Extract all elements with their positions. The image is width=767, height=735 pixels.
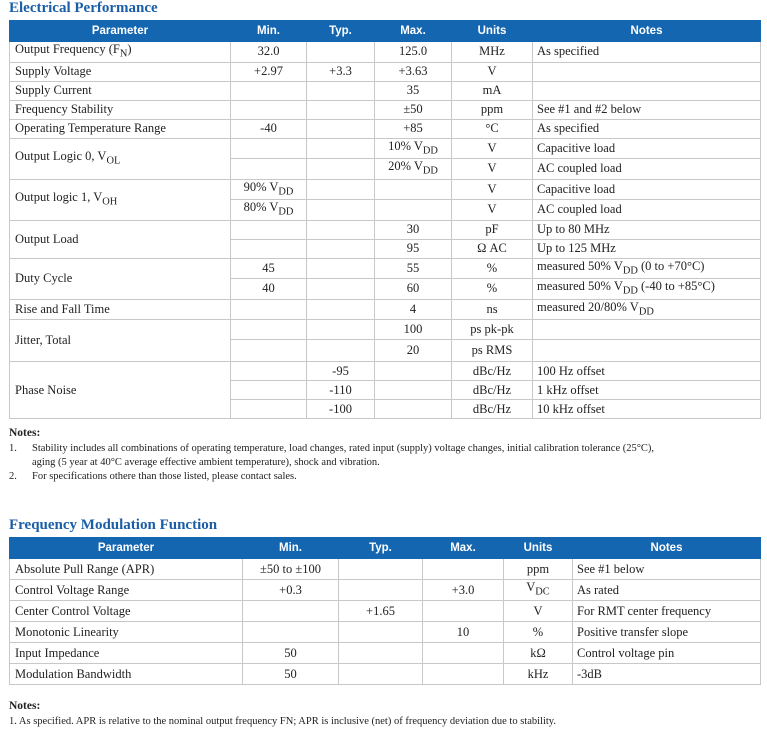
typ-cell xyxy=(307,81,375,100)
notes-cell: measured 50% $V_{DD}$ (0 to +70°C) xyxy=(533,258,761,279)
table-row xyxy=(10,664,761,685)
notes-cell: For RMT center frequency xyxy=(573,601,761,622)
table-row xyxy=(10,580,761,601)
units-cell: dBc/Hz xyxy=(452,381,533,400)
frequency-modulation-table xyxy=(9,537,761,685)
units-cell: ns xyxy=(452,299,533,320)
max-cell: 20% $V_{DD}$ xyxy=(375,159,452,180)
units-cell: V xyxy=(452,179,533,200)
max-cell: 55 xyxy=(375,258,452,279)
typ-cell xyxy=(307,258,375,279)
typ-cell xyxy=(307,159,375,180)
units-cell: Ω AC xyxy=(452,239,533,258)
typ-cell xyxy=(307,42,375,63)
header-units: Units xyxy=(504,538,573,559)
max-cell: 20 xyxy=(375,340,452,362)
max-cell: ±50 xyxy=(375,100,452,119)
note-number: 2. xyxy=(9,471,17,482)
typ-cell xyxy=(307,320,375,340)
units-cell: dBc/Hz xyxy=(452,362,533,381)
max-cell xyxy=(375,400,452,419)
header-parameter: Parameter xyxy=(10,538,243,559)
min-cell: 40 xyxy=(231,279,307,300)
min-cell: +2.97 xyxy=(231,62,307,81)
notes-cell: See #1 below xyxy=(573,559,761,580)
max-cell: 60 xyxy=(375,279,452,300)
table-row xyxy=(10,622,761,643)
typ-cell xyxy=(307,200,375,221)
header-parameter: Parameter xyxy=(10,21,231,42)
typ-cell xyxy=(307,100,375,119)
typ-cell xyxy=(307,299,375,320)
notes-heading: Notes: xyxy=(9,427,41,439)
header-typ: Typ. xyxy=(339,538,423,559)
typ-cell xyxy=(339,559,423,580)
table-row xyxy=(10,81,761,100)
param-cell: Phase Noise xyxy=(10,362,231,419)
max-cell: 95 xyxy=(375,239,452,258)
notes-cell: Capacitive load xyxy=(533,179,761,200)
units-cell: % xyxy=(452,279,533,300)
notes-cell: Control voltage pin xyxy=(573,643,761,664)
table-header-row xyxy=(10,538,761,559)
units-cell: kHz xyxy=(504,664,573,685)
notes-cell: 10 kHz offset xyxy=(533,400,761,419)
max-cell: 10 xyxy=(423,622,504,643)
min-cell xyxy=(231,239,307,258)
min-cell: 50 xyxy=(243,664,339,685)
typ-cell xyxy=(307,340,375,362)
typ-cell: -100 xyxy=(307,400,375,419)
max-cell: 100 xyxy=(375,320,452,340)
notes-heading: Notes: xyxy=(9,700,41,712)
header-notes: Notes xyxy=(573,538,761,559)
notes-cell: Up to 80 MHz xyxy=(533,220,761,239)
min-cell xyxy=(231,138,307,159)
max-cell: 30 xyxy=(375,220,452,239)
table-row xyxy=(10,559,761,580)
units-cell: V xyxy=(452,159,533,180)
header-units: Units xyxy=(452,21,533,42)
min-cell xyxy=(243,601,339,622)
units-cell: pF xyxy=(452,220,533,239)
table-row xyxy=(10,601,761,622)
max-cell: 125.0 xyxy=(375,42,452,63)
table-row xyxy=(10,362,761,381)
units-cell: V xyxy=(452,62,533,81)
min-cell xyxy=(243,622,339,643)
note-text: 1. As specified. APR is relative to the nominal output frequency FN; APR is inclusive (net) of frequency deviation due to stability. xyxy=(9,716,556,727)
table-row xyxy=(10,299,761,320)
param-cell: Rise and Fall Time xyxy=(10,299,231,320)
param-cell: Modulation Bandwidth xyxy=(10,664,243,685)
max-cell xyxy=(423,643,504,664)
notes-cell: See #1 and #2 below xyxy=(533,100,761,119)
header-min: Min. xyxy=(231,21,307,42)
notes-cell: As rated xyxy=(573,580,761,601)
max-cell xyxy=(375,381,452,400)
electrical-performance-title: Electrical Performance xyxy=(9,0,158,16)
header-max: Max. xyxy=(375,21,452,42)
param-cell: Output Load xyxy=(10,220,231,258)
min-cell xyxy=(231,100,307,119)
param-cell: Frequency Stability xyxy=(10,100,231,119)
max-cell xyxy=(375,200,452,221)
table-row xyxy=(10,62,761,81)
param-cell: Monotonic Linearity xyxy=(10,622,243,643)
min-cell xyxy=(231,340,307,362)
typ-cell xyxy=(307,179,375,200)
note-text: Stability includes all combinations of operating temperature, load changes, rated input (supply) voltage changes, initial calibration tolerance (25°C), xyxy=(32,443,655,454)
max-cell xyxy=(423,664,504,685)
units-cell: % xyxy=(452,258,533,279)
min-cell: 32.0 xyxy=(231,42,307,63)
param-cell: Control Voltage Range xyxy=(10,580,243,601)
table-row xyxy=(10,220,761,239)
param-cell: Input Impedance xyxy=(10,643,243,664)
max-cell xyxy=(375,179,452,200)
typ-cell: +3.3 xyxy=(307,62,375,81)
notes-cell: measured 50% $V_{DD}$ (-40 to +85°C) xyxy=(533,279,761,300)
param-cell: Absolute Pull Range (APR) xyxy=(10,559,243,580)
param-cell: Center Control Voltage xyxy=(10,601,243,622)
max-cell: +3.0 xyxy=(423,580,504,601)
notes-cell: As specified xyxy=(533,119,761,138)
header-notes: Notes xyxy=(533,21,761,42)
typ-cell: -95 xyxy=(307,362,375,381)
table-row xyxy=(10,258,761,279)
param-cell: Output logic 1, $V_{OH}$ xyxy=(10,179,231,220)
units-cell: V xyxy=(504,601,573,622)
typ-cell xyxy=(339,580,423,601)
electrical-performance-table xyxy=(9,20,761,419)
notes-cell xyxy=(533,81,761,100)
typ-cell xyxy=(339,643,423,664)
units-cell: MHz xyxy=(452,42,533,63)
units-cell: ps RMS xyxy=(452,340,533,362)
typ-cell xyxy=(307,239,375,258)
typ-cell: -110 xyxy=(307,381,375,400)
header-typ: Typ. xyxy=(307,21,375,42)
units-cell: ps pk-pk xyxy=(452,320,533,340)
min-cell: 90% $V_{DD}$ xyxy=(231,179,307,200)
notes-cell: -3dB xyxy=(573,664,761,685)
typ-cell xyxy=(307,119,375,138)
table-row xyxy=(10,138,761,159)
notes-cell: Positive transfer slope xyxy=(573,622,761,643)
notes-cell xyxy=(533,62,761,81)
notes-cell: Up to 125 MHz xyxy=(533,239,761,258)
units-cell: kΩ xyxy=(504,643,573,664)
min-cell xyxy=(231,381,307,400)
param-cell: Supply Current xyxy=(10,81,231,100)
min-cell: 80% $V_{DD}$ xyxy=(231,200,307,221)
table-row xyxy=(10,119,761,138)
units-cell: ppm xyxy=(452,100,533,119)
max-cell: 35 xyxy=(375,81,452,100)
units-cell: ppm xyxy=(504,559,573,580)
notes-cell: 100 Hz offset xyxy=(533,362,761,381)
units-cell: dBc/Hz xyxy=(452,400,533,419)
max-cell: 10% $V_{DD}$ xyxy=(375,138,452,159)
notes-cell: AC coupled load xyxy=(533,200,761,221)
min-cell xyxy=(231,159,307,180)
max-cell xyxy=(423,559,504,580)
min-cell xyxy=(231,362,307,381)
note-number: 1. xyxy=(9,443,17,454)
param-cell: Output Logic 0, $V_{OL}$ xyxy=(10,138,231,179)
param-cell: Output Frequency $(F_N)$ xyxy=(10,42,231,63)
max-cell: 4 xyxy=(375,299,452,320)
units-cell: °C xyxy=(452,119,533,138)
note-text: For specifications othere than those listed, please contact sales. xyxy=(32,471,297,482)
notes-cell: As specified xyxy=(533,42,761,63)
min-cell xyxy=(231,299,307,320)
min-cell xyxy=(231,220,307,239)
header-max: Max. xyxy=(423,538,504,559)
max-cell xyxy=(423,601,504,622)
min-cell: 45 xyxy=(231,258,307,279)
param-cell: Jitter, Total xyxy=(10,320,231,362)
param-cell: Operating Temperature Range xyxy=(10,119,231,138)
param-cell: Duty Cycle xyxy=(10,258,231,299)
table-row xyxy=(10,100,761,119)
min-cell xyxy=(231,400,307,419)
min-cell: 50 xyxy=(243,643,339,664)
table-row xyxy=(10,42,761,63)
max-cell xyxy=(375,362,452,381)
units-cell: V xyxy=(452,138,533,159)
units-cell: % xyxy=(504,622,573,643)
min-cell xyxy=(231,320,307,340)
units-cell: $V_{DC}$ xyxy=(504,580,573,601)
units-cell: mA xyxy=(452,81,533,100)
notes-cell xyxy=(533,320,761,340)
max-cell: +3.63 xyxy=(375,62,452,81)
notes-cell: AC coupled load xyxy=(533,159,761,180)
notes-cell: Capacitive load xyxy=(533,138,761,159)
units-cell: V xyxy=(452,200,533,221)
table-row xyxy=(10,643,761,664)
typ-cell xyxy=(339,622,423,643)
typ-cell xyxy=(307,138,375,159)
min-cell xyxy=(231,81,307,100)
notes-cell: measured 20/80% $V_{DD}$ xyxy=(533,299,761,320)
min-cell: ±50 to ±100 xyxy=(243,559,339,580)
typ-cell xyxy=(307,220,375,239)
typ-cell: +1.65 xyxy=(339,601,423,622)
note-text: aging (5 year at 40°C average effective ambient temperature), shock and vibration. xyxy=(32,457,380,468)
table-row xyxy=(10,179,761,200)
typ-cell xyxy=(339,664,423,685)
table-row xyxy=(10,320,761,340)
typ-cell xyxy=(307,279,375,300)
max-cell: +85 xyxy=(375,119,452,138)
notes-cell xyxy=(533,340,761,362)
min-cell: +0.3 xyxy=(243,580,339,601)
table-header-row xyxy=(10,21,761,42)
notes-cell: 1 kHz offset xyxy=(533,381,761,400)
min-cell: -40 xyxy=(231,119,307,138)
frequency-modulation-title: Frequency Modulation Function xyxy=(9,517,218,533)
param-cell: Supply Voltage xyxy=(10,62,231,81)
header-min: Min. xyxy=(243,538,339,559)
